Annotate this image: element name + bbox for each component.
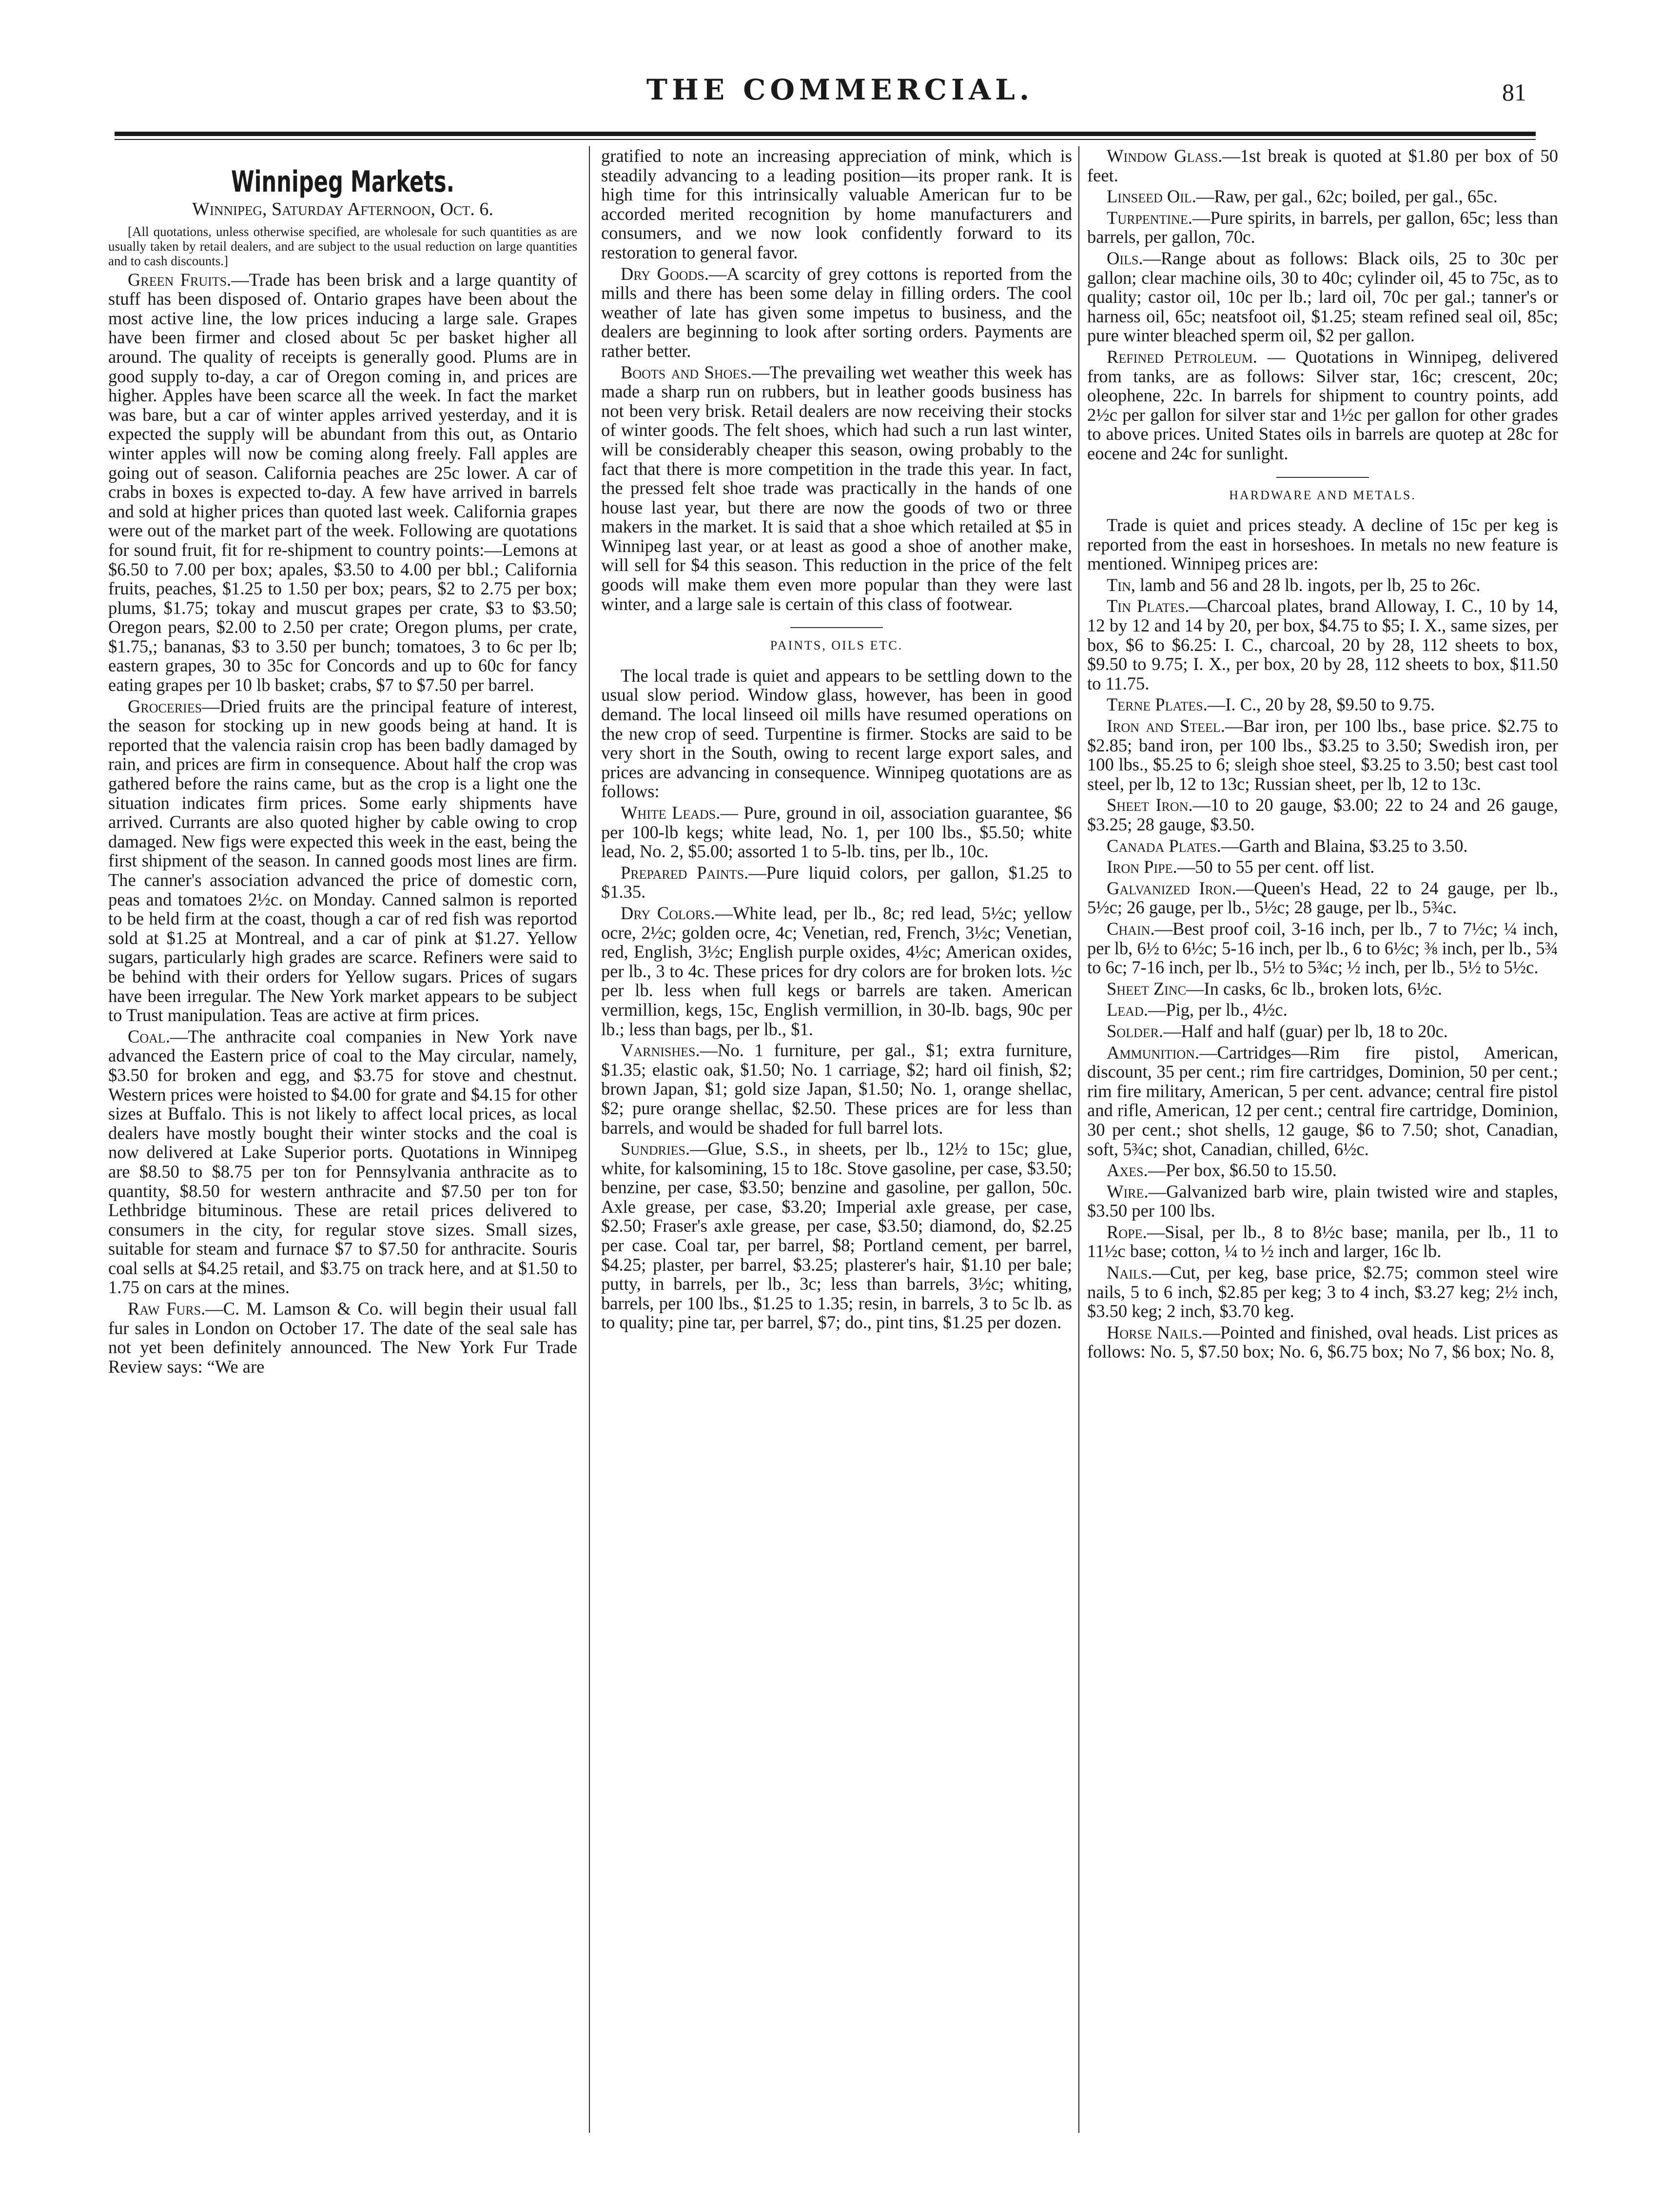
paragraph-nails xyxy=(1087,1263,1558,1321)
paragraph-body: —Half and half (guar) per lb, 18 to 20c. xyxy=(1163,1021,1448,1041)
paragraph-body: — Pure, ground in oil, association guarantee, $6 per 100-lb kegs; white lead, No. 1, per 100 lbs., $5.50; white lead, No. 2, $5.00; assorted 1 to 5-lb. tins, per lb., 10c. xyxy=(601,803,1072,862)
paragraph-heading: Chain. xyxy=(1107,918,1155,939)
paragraph-body: —White lead, per lb., 8c; red lead, 5½c; yellow ocre, 2½c; golden ocre, 4c; Venetian, red, French, 3½c; Venetian, red, English, 3½c; English purple oxides, 4½c; American oxides, per lb., 3 to 4c. These prices for dry colors are for broken lots. ½c per lb. less when full kegs or barrels are taken. American vermillion, kegs, 15c, English vermillion, in 30-lb. bags, 90c per lb.; less than bags, per lb., $1. xyxy=(601,903,1072,1039)
paragraph-linseed-oil xyxy=(1087,187,1558,206)
paragraph-body: —Best proof coil, 3-16 inch, per lb., 7 to 7½c; ¼ inch, per lb, 6½ to 6½c; 5-16 inch, per lb., 6 to 6½c; ⅜ inch, per lb., 5¾ to 6c; 7-16 inch, per lb., 5½ to 5¾c; ½ inch, per lb., 5½ to 5½c. xyxy=(1087,918,1558,978)
paragraph-body: —Garth and Blaina, $3.25 to 3.50. xyxy=(1221,835,1468,856)
paragraph-heading: Iron and Steel. xyxy=(1107,716,1225,736)
paragraph-body: —50 to 55 per cent. off list. xyxy=(1177,857,1375,877)
paragraph-sheet-zinc xyxy=(1087,979,1558,999)
paragraph-heading: Lead. xyxy=(1107,1000,1148,1020)
paragraph-heading: Tin, xyxy=(1107,574,1135,595)
paragraph-heading: Iron Pipe. xyxy=(1107,857,1177,877)
paragraph-body: —Cut, per keg, base price, $2.75; common steel wire nails, 5 to 6 inch, $2.85 per keg; 3 to 4 inch, $3.27 keg; 2½ inch, $3.50 keg; 2 inch, $3.70 keg. xyxy=(1087,1262,1558,1321)
paragraph-heading: Green Fruits. xyxy=(128,269,232,290)
paragraph-raw-furs-continued: gratified to note an increasing appreciation of mink, which is steadily advancing to a leading position—its proper rank. It is high time for this intrinsically valuable American fur to be accorded merited recognition by home manufacturers and consumers, and we now look confidently forward to its restoration to general favor. xyxy=(601,146,1072,262)
paragraph-heading: Oils. xyxy=(1107,248,1143,268)
paragraph-heading: Window Glass. xyxy=(1107,146,1223,166)
paragraph-body: —Pig, per lb., 4½c. xyxy=(1148,1000,1288,1020)
paragraph-canada-plates xyxy=(1087,836,1558,856)
paragraph-heading: Refined Petroleum. xyxy=(1107,346,1257,367)
paragraph-body: —Range about as follows: Black oils, 25 to 30c per gallon; clear machine oils, 30 to 40c; cylinder oil, 45 to 75c, as to quality; castor oil, 10c per lb.; lard oil, 70c per gal.; tanner's or harness oil, 65c; neatsfoot oil, $1.25; steam refined seal oil, 85c; pure winter bleached sperm oil, $2 per gallon. xyxy=(1087,248,1558,346)
paragraph-heading: Sheet Zinc xyxy=(1107,978,1186,999)
paragraph-heading: Terne Plates. xyxy=(1107,694,1208,715)
paragraph-varnishes xyxy=(601,1041,1072,1137)
paragraph-prepared-paints xyxy=(601,863,1072,902)
paragraph-body: —In casks, 6c lb., broken lots, 6½c. xyxy=(1186,978,1443,999)
article-title: Winnipeg Markets. xyxy=(231,165,455,199)
paragraph-groceries xyxy=(108,697,577,1025)
section-separator xyxy=(790,627,883,628)
paragraph-sundries xyxy=(601,1139,1072,1332)
paragraph-body: —Galvanized barb wire, plain twisted wire and staples, $3.50 per 100 lbs. xyxy=(1087,1181,1558,1221)
paragraph-heading: Rope. xyxy=(1107,1221,1147,1242)
paragraph-heading: Dry Colors. xyxy=(621,903,715,923)
paragraph-heading: Coal. xyxy=(128,1026,170,1046)
header-rule-thin xyxy=(115,139,1536,140)
paragraph-dry-goods xyxy=(601,264,1072,361)
paragraph-ammunition xyxy=(1087,1043,1558,1159)
paragraph-heading: Linseed Oil. xyxy=(1107,186,1196,207)
paragraph-coal xyxy=(108,1027,577,1297)
paragraph-rope xyxy=(1087,1222,1558,1261)
column-3 xyxy=(1087,146,1558,2133)
paragraph-heading: Dry Goods. xyxy=(621,263,709,284)
paragraph-tin-plates xyxy=(1087,596,1558,693)
paragraph-solder xyxy=(1087,1022,1558,1041)
paragraph-heading: Groceries xyxy=(128,696,202,716)
paragraph-turpentine xyxy=(1087,208,1558,247)
paragraph-heading: Nails. xyxy=(1107,1262,1153,1283)
column-divider xyxy=(589,146,590,2133)
masthead xyxy=(0,73,1680,117)
paragraph-body: —10 to 20 gauge, $3.00; 22 to 24 and 26 gauge, $3.25; 28 gauge, $3.50. xyxy=(1087,795,1558,834)
paragraph-heading: Boots and Shoes. xyxy=(621,362,752,382)
paragraph-oils xyxy=(1087,249,1558,345)
paragraph-paints-intro: The local trade is quiet and appears to be settling down to the usual slow period. Window glass, however, has been in good demand. The local linseed oil mills have resumed operations on the new crop of seed. Turpentine is firmer. Stocks are said to be very short in the South, owing to recent large export sales, and prices are advancing in consequence. Winnipeg quotations are as follows: xyxy=(601,665,1072,802)
paragraph-body: —The prevailing wet weather this week has made a sharp run on rubbers, but in leather goods business has not been very brisk. Retail dealers are now receiving their stocks of winter goods. The felt shoes, which had such a run last winter, will be considerably cheaper this season, owing probably to the fact that there is more competition in the trade this year. In fact, the pressed felt shoe trade was practically in the hands of one house last year, but there are now the goods of two or three makers in the market. It is said that a shoe which retailed at $5 in Winnipeg last year, or at least as good a shoe of another make, will sell for $4 this season. This reduction in the price of the felt goods will make them even more popular than they were last winter, and a large sale is certain of this class of footwear. xyxy=(601,362,1072,614)
paragraph-body: —Cartridges—Rim fire pistol, American, discount, 35 per cent.; rim fire cartridges, Dominion, 50 per cent.; rim fire military, American, 5 per cent. advance; central fire pistol and rifle, American, 12 per cent.; central fire cartridge, Dominion, 30 per cent.; shot shells, 12 gauge, $6 to 7.50; shot, Canadian, soft, 5¾c; shot, Canadian, chilled, 6½c. xyxy=(1087,1042,1558,1159)
paragraph-body: —Pure liquid colors, per gallon, $1.25 to $1.35. xyxy=(601,862,1072,902)
paragraph-boots-and-shoes xyxy=(601,363,1072,614)
paragraph-wire xyxy=(1087,1182,1558,1221)
paragraph-heading: Prepared Paints. xyxy=(621,862,749,883)
paragraph-heading: Sheet Iron. xyxy=(1107,795,1193,815)
dateline: Winnipeg, Saturday Afternoon, Oct. 6. xyxy=(192,199,493,219)
paragraph-hardware-intro: Trade is quiet and prices steady. A decline of 15c per keg is reported from the east in horseshoes. In metals no new feature is mentioned. Winnipeg prices are: xyxy=(1087,515,1558,574)
paragraph-body: —A scarcity of grey cottons is reported from the mills and there has been some delay in filling orders. The cool weather of late has given some impetus to business, and the dealers are beginning to look after sorting orders. Payments are rather better. xyxy=(601,263,1072,361)
paragraph-heading: Galvanized Iron. xyxy=(1107,878,1236,898)
paragraph-body: —Per box, $6.50 to 15.50. xyxy=(1148,1160,1337,1181)
paragraph-heading: Tin Plates. xyxy=(1107,596,1190,616)
paragraph-sheet-iron xyxy=(1087,795,1558,834)
section-heading-hardware: HARDWARE AND METALS. xyxy=(1229,488,1416,502)
column-divider xyxy=(1078,146,1079,2133)
paragraph-green-fruits xyxy=(108,270,577,695)
paragraph-dry-colors xyxy=(601,904,1072,1039)
paragraph-body: —Glue, S.S., in sheets, per lb., 12½ to 15c; glue, white, for kalsomining, 15 to 18c. Stove gasoline, per case, $3.50; benzine, per case, $3.50; benzine and gasoline, per gallon, 50c. Axle grease, per case, $3.20; Imperial axle grease, per case, $2.50; Fraser's axle grease, per case, $3.50; diamond, do, $2.25 per case. Coal tar, per barrel, $8; Portland cement, per barrel, $4.25; plaster, per barrel, $3.25; plasterer's hair, $1.10 per bale; putty, in barrels, per lb., 3c; less than barrels, 3½c; whiting, barrels, per 100 lbs., $1.25 to 1.35; resin, in barrels, 3 to 5c lb. as to quality; pine tar, per barrel, $7; do., pint tins, $1.25 per dozen. xyxy=(601,1139,1072,1333)
column-1 xyxy=(108,146,577,2133)
section-separator xyxy=(1276,477,1369,478)
paragraph-body: —The anthracite coal companies in New York nave advanced the Eastern price of coal to the May circular, namely, $3.50 for broken and egg, and $3.75 for stove and chestnut. Western prices were hoisted to $4.00 for grate and $4.15 for other sizes at Buffalo. This is not likely to affect local prices, as local dealers have mostly bought their winter stocks and the coal is now delivered at Lake Superior ports. Quotations in Winnipeg are $8.50 to $8.75 per ton for Pennsylvania anthracite as to quantity, $8.50 for western anthracite and $7.50 per ton for Lethbridge bituminous. These are retail prices delivered to consumers in the city, for regular stove sizes. Small sizes, suitable for steam and furnace $7 to $7.50 for anthracite. Souris coal sells at $4.25 retail, and $3.75 on track here, and at $1.50 to 1.75 on cars at the mines. xyxy=(108,1026,577,1298)
paragraph-heading: Sundries. xyxy=(621,1139,690,1159)
paragraph-body: —Sisal, per lb., 8 to 8½c base; manila, per lb., 11 to 11½c base; cotton, ¼ to ½ inch and larger, 16c lb. xyxy=(1087,1221,1558,1261)
paragraph-window-glass xyxy=(1087,146,1558,185)
paragraph-iron-and-steel xyxy=(1087,716,1558,793)
section-heading-paints: PAINTS, OILS ETC. xyxy=(770,638,903,653)
paragraph-axes xyxy=(1087,1161,1558,1180)
paragraph-heading: Horse Nails. xyxy=(1107,1322,1203,1342)
paragraph-heading: Axes. xyxy=(1107,1160,1148,1181)
paragraph-lead xyxy=(1087,1000,1558,1020)
paragraph-body: — Quotations in Winnipeg, delivered from tanks, are as follows: Silver star, 16c; crescent, 20c; oleophene, 22c. In barrels for shipment to country points, add 2½c per gallon for silver star and 1½c per gallon for other grades to above prices. United States oils in barrels are quotep at 28c for eocene and 24c for sunlight. xyxy=(1087,346,1558,463)
paragraph-terne-plates xyxy=(1087,695,1558,714)
paragraph-refined-petroleum xyxy=(1087,347,1558,463)
paragraph-horse-nails xyxy=(1087,1323,1558,1361)
paragraph-body: —I. C., 20 by 28, $9.50 to 9.75. xyxy=(1207,694,1435,715)
paragraph-heading: Raw Furs. xyxy=(128,1299,206,1319)
paragraph-body: —Trade has been brisk and a large quantity of stuff has been disposed of. Ontario grapes have been about the most active line, the low prices inducing a large sale. Grapes have been firmer and closed about 5c per basket higher all around. The quality of receipts is generally good. Plums are in good supply to-day, a car of Oregon coming in, and prices are higher. Apples have been scarce all the week. In fact the market was bare, but a car of winter apples arrived yesterday, and it is expected the supply will be abundant from this out, as Ontario winter apples will now be coming along freely. Fall apples are going out of season. California peaches are 25c lower. A car of crabs in boxes is expected to-day. A few have arrived in barrels and sold at higher prices than quoted last week. California grapes were out of the market part of the week. Following are quotations for sound fruit, fit for re-shipment to country points:—Lemons at $6.50 to 7.00 per box; apales, $3.50 to 4.00 per bbl.; California fruits, peaches, $1.25 to 1.50 per box; pears, $2 to 2.75 per box; plums, $1.75; tokay and muscut grapes per crate, $3 to $3.50; Oregon pears, $2.00 to 2.50 per crate; Oregon plums, per crate, $1.75,; bananas, $3 to 3.50 per bunch; tomatoes, 3 to 6c per lb; eastern grapes, 30 to 35c for Concords and up to 60c for fancy eating grapes per 10 lb basket; crabs, $7 to $7.50 per barrel. xyxy=(108,269,577,695)
paragraph-body: —C. M. Lamson & Co. will begin their usual fall fur sales in London on October 17. The date of the seal sale has not yet been definitely announced. The New York Fur Trade Review says: “We are xyxy=(108,1299,577,1377)
paragraph-body: —Queen's Head, 22 to 24 gauge, per lb., 5½c; 26 gauge, per lb., 5½c; 28 gauge, per lb., 5¾c. xyxy=(1087,878,1558,918)
column-2 xyxy=(601,146,1072,2133)
paragraph-body: —Raw, per gal., 62c; boiled, per gal., 65c. xyxy=(1196,186,1498,207)
paragraph-iron-pipe xyxy=(1087,857,1558,877)
paragraph-heading: Ammunition. xyxy=(1107,1042,1200,1063)
paragraph-white-leads xyxy=(601,803,1072,861)
paragraph-body: lamb and 56 and 28 lb. ingots, per lb, 25 to 26c. xyxy=(1135,574,1481,595)
paragraph-body: —1st break is quoted at $1.80 per box of 50 feet. xyxy=(1087,146,1558,185)
paragraph-heading: Canada Plates. xyxy=(1107,835,1221,856)
masthead-title: THE COMMERCIAL. xyxy=(646,73,1034,106)
paragraph-body: —Pointed and finished, oval heads. List prices as follows: No. 5, $7.50 box; No. 6, $6.75 box; No 7, $6 box; No. 8, xyxy=(1087,1322,1558,1362)
page-number: 81 xyxy=(1502,79,1526,106)
paragraph-body: —Pure spirits, in barrels, per gallon, 65c; less than barrels, per gallon, 70c. xyxy=(1087,207,1558,247)
paragraph-galvanized-iron xyxy=(1087,879,1558,917)
paragraph-chain xyxy=(1087,919,1558,977)
paragraph-body: —Dried fruits are the principal feature of interest, the season for stocking up in new goods being at hand. It is reported that the valencia raisin crop has been badly damaged by rain, and prices are firm in consequence. About half the crop was gathered before the rains came, but as the crop is a light one the situation indicates firm prices. Some early shipments have arrived. Currants are also quoted higher by cable owing to crop damaged. New figs were expected this week in the east, being the first shipment of the season. In canned goods most lines are firm. The canner's association advanced the price of domestic corn, peas and tomatoes 2½c. on Monday. Canned salmon is reported to be held firm at the coast, though a car of red fish was reportod sold at $1.25 at Montreal, and a car of pink at $1.27. Yellow sugars, particularly high grades are scarce. Refiners were said to be behind with their orders for Yellow sugars. Prices of sugars have been irregular. The New York market appears to be subject to Trust manipulation. Teas are active at firm prices. xyxy=(108,696,577,1025)
paragraph-body: —Bar iron, per 100 lbs., base price. $2.75 to $2.85; band iron, per 100 lbs., $3.25 to 3.50; Swedish iron, per 100 lbs., $5.25 to 6; sleigh shoe steel, $3.25 to 3.50; best cast tool steel, per lb, 12 to 13c; Russian sheet, per lb, 12 to 13c. xyxy=(1087,716,1558,794)
paragraph-heading: Varnishes. xyxy=(621,1040,700,1061)
quotation-note: [All quotations, unless otherwise specified, are wholesale for such quantities as are usually taken by retail dealers, and are subject to the usual reduction on large quantities and to cash discounts.] xyxy=(108,224,577,268)
paragraph-heading: Turpentine. xyxy=(1107,207,1192,228)
paragraph-heading: White Leads. xyxy=(621,803,721,823)
paragraph-heading: Solder. xyxy=(1107,1021,1164,1041)
header-rule-thick xyxy=(115,132,1536,136)
paragraph-body: —Charcoal plates, brand Alloway, I. C., 10 by 14, 12 by 12 and 14 by 20, per box, $4.75 to $5; I. X., same sizes, per box, $6 to $6.25: I. C., charcoal, 20 by 28, 112 sheets to box, $9.50 to 9.75; I. X., per box, 20 by 28, 112 sheets to box, $11.50 to 11.75. xyxy=(1087,596,1558,693)
paragraph-raw-furs xyxy=(108,1299,577,1376)
paragraph-heading: Wire. xyxy=(1107,1181,1149,1201)
paragraph-tin xyxy=(1087,575,1558,595)
paragraph-body: —No. 1 furniture, per gal., $1; extra furniture, $1.35; elastic oak, $1.50; No. 1 carriage, $2; hard oil finish, $2; brown Japan, $1; gold size Japan, $1.50; No. 1, orange shellac, $2; pure orange shellac, $2.50. These prices are for less than barrels, and would be shaded for full barrel lots. xyxy=(601,1040,1072,1138)
